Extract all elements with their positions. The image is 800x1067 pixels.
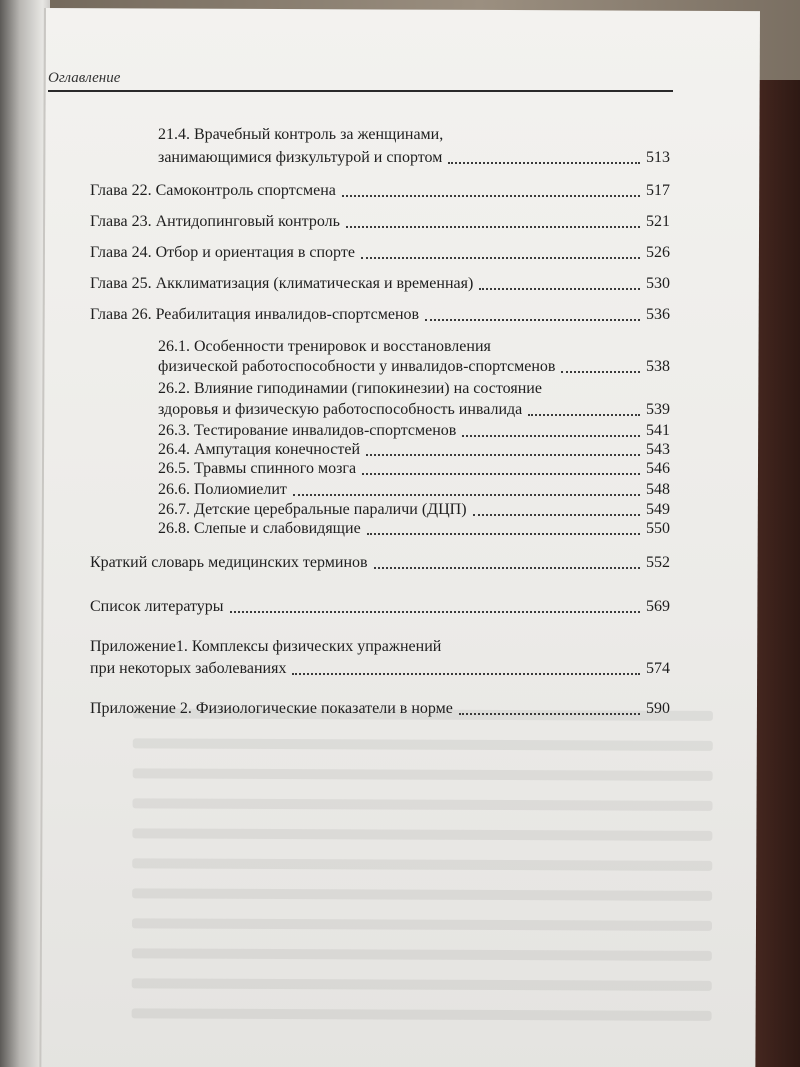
toc-line bbox=[0, 124, 800, 146]
toc-entry-text: Глава 24. Отбор и ориентация в спорте bbox=[90, 244, 355, 261]
toc-line bbox=[0, 636, 800, 658]
toc-entry-text: 26.3. Тестирование инвалидов-спортсменов bbox=[158, 422, 457, 439]
toc-entry-text: 26.8. Слепые и слабовидящие bbox=[158, 520, 361, 537]
toc-page-number: 590 bbox=[646, 700, 670, 717]
toc-entry-text: физической работоспособности у инвалидов-спортсменов bbox=[158, 358, 556, 375]
toc-line bbox=[0, 356, 800, 378]
toc-page-number: 536 bbox=[646, 306, 670, 323]
toc-entry-text: Список литературы bbox=[90, 598, 224, 615]
toc-line bbox=[0, 273, 800, 295]
bleed-through-text bbox=[133, 738, 713, 751]
bleed-through-text bbox=[132, 948, 712, 961]
toc-page-number: 543 bbox=[646, 441, 670, 458]
toc-line bbox=[0, 180, 800, 202]
dot-leader bbox=[462, 435, 640, 437]
dot-leader bbox=[293, 494, 640, 496]
toc-page-number: 550 bbox=[646, 520, 670, 537]
dot-leader bbox=[230, 611, 640, 613]
toc-line bbox=[0, 518, 800, 540]
dot-leader bbox=[362, 473, 640, 475]
bleed-through-text bbox=[132, 888, 712, 901]
toc-line bbox=[0, 552, 800, 574]
toc-entry-text: 26.4. Ампутация конечностей bbox=[158, 441, 361, 458]
bleed-through-text bbox=[132, 1008, 712, 1021]
toc-line bbox=[0, 479, 800, 501]
dot-leader bbox=[561, 371, 640, 373]
toc-entry-text: Глава 26. Реабилитация инвалидов-спортсменов bbox=[90, 306, 420, 323]
toc-page-number: 546 bbox=[646, 460, 670, 477]
toc-page-number: 574 bbox=[646, 660, 670, 677]
dot-leader bbox=[366, 454, 640, 456]
toc-line bbox=[0, 336, 800, 358]
toc-line bbox=[0, 242, 800, 264]
dot-leader bbox=[367, 533, 640, 535]
toc-entry-text: при некоторых заболеваниях bbox=[90, 660, 287, 677]
running-header: Оглавление bbox=[48, 70, 121, 86]
toc-entry-text: Приложение 2. Физиологические показатели в норме bbox=[90, 700, 453, 717]
bleed-through-text bbox=[132, 918, 712, 931]
toc-entry-text: 21.4. Врачебный контроль за женщинами, bbox=[158, 126, 444, 143]
toc-entry-text: Приложение1. Комплексы физических упражнений bbox=[90, 638, 442, 655]
toc-page-number: 513 bbox=[646, 149, 670, 166]
dot-leader bbox=[361, 257, 640, 259]
toc-entry-text: Глава 25. Акклиматизация (климатическая и временная) bbox=[90, 275, 474, 292]
toc-entry-text: здоровья и физическую работоспособность инвалида bbox=[158, 401, 523, 418]
dot-leader bbox=[459, 713, 640, 715]
toc-page-number: 517 bbox=[646, 182, 670, 199]
dot-leader bbox=[479, 288, 640, 290]
toc-line bbox=[0, 304, 800, 326]
toc-entry-text: Глава 23. Антидопинговый контроль bbox=[90, 213, 340, 230]
toc-page-number: 548 bbox=[646, 481, 670, 498]
toc-entry-text: Глава 22. Самоконтроль спортсмена bbox=[90, 182, 336, 199]
dot-leader bbox=[448, 162, 640, 164]
dot-leader bbox=[346, 226, 640, 228]
toc-line bbox=[0, 596, 800, 618]
bleed-through-text bbox=[133, 798, 713, 811]
toc-line bbox=[0, 147, 800, 169]
dot-leader bbox=[292, 673, 640, 675]
bleed-through-text bbox=[132, 828, 712, 841]
toc-page-number: 526 bbox=[646, 244, 670, 261]
toc-page-number: 569 bbox=[646, 598, 670, 615]
toc-entry-text: Краткий словарь медицинских терминов bbox=[90, 554, 368, 571]
toc-line bbox=[0, 458, 800, 480]
dot-leader bbox=[425, 319, 640, 321]
dot-leader bbox=[374, 567, 640, 569]
bleed-through-text bbox=[132, 978, 712, 991]
toc-entry-text: занимающимися физкультурой и спортом bbox=[158, 149, 443, 166]
toc-page-number: 521 bbox=[646, 213, 670, 230]
toc-page-number: 538 bbox=[646, 358, 670, 375]
toc-page-number: 549 bbox=[646, 501, 670, 518]
bleed-through-text bbox=[132, 858, 712, 871]
toc-line bbox=[0, 399, 800, 421]
dot-leader bbox=[473, 514, 640, 516]
header-rule bbox=[48, 90, 673, 92]
toc-page-number: 541 bbox=[646, 422, 670, 439]
toc-page-number: 530 bbox=[646, 275, 670, 292]
toc-line bbox=[0, 378, 800, 400]
toc-entry-text: 26.1. Особенности тренировок и восстановления bbox=[158, 338, 491, 355]
toc-entry-text: 26.7. Детские церебральные параличи (ДЦП) bbox=[158, 501, 467, 518]
toc-page-number: 552 bbox=[646, 554, 670, 571]
toc-page-number: 539 bbox=[646, 401, 670, 418]
toc-entry-text: 26.2. Влияние гиподинамии (гипокинезии) на состояние bbox=[158, 380, 542, 397]
toc-entry-text: 26.6. Полиомиелит bbox=[158, 481, 287, 498]
dot-leader bbox=[342, 195, 640, 197]
dot-leader bbox=[528, 414, 640, 416]
toc-line bbox=[0, 698, 800, 720]
toc-line bbox=[0, 211, 800, 233]
bleed-through-text bbox=[133, 768, 713, 781]
toc-line bbox=[0, 658, 800, 680]
toc-entry-text: 26.5. Травмы спинного мозга bbox=[158, 460, 357, 477]
